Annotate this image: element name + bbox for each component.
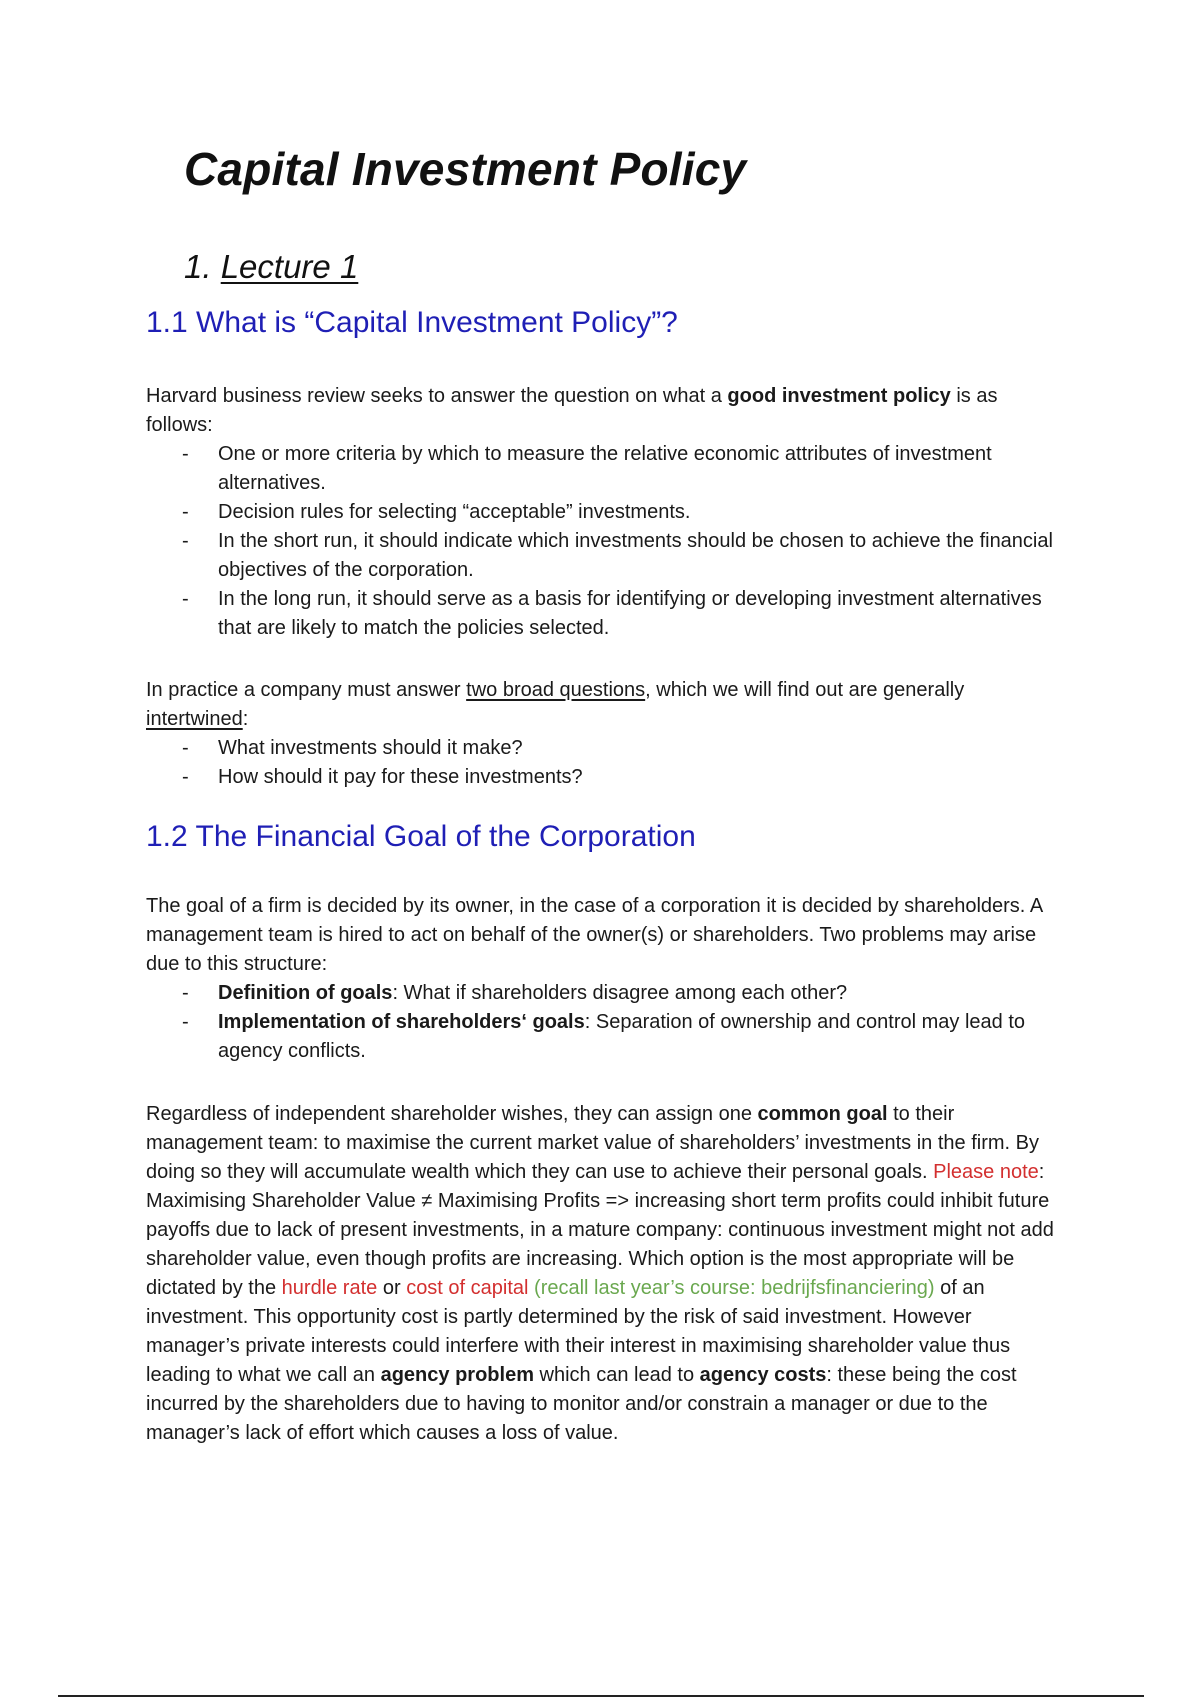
section-heading-1-2: 1.2 The Financial Goal of the Corporation: [146, 820, 696, 853]
hurdle-rate-highlight: hurdle rate: [281, 1277, 378, 1299]
paragraph-text: which can lead to: [533, 1364, 700, 1386]
lecture-heading: [184, 248, 358, 286]
list-item-text: What investments should it make?: [218, 737, 523, 759]
agency-problem-bold: agency problem: [380, 1364, 534, 1386]
list-item-text: : What if shareholders disagree among each other?: [392, 982, 848, 1004]
paragraph-text: to their management team: to maximise the current market value of shareholders’ investments in the firm. By doing so they will accumulate wealth which they can use to achieve their personal goals.: [146, 1103, 1039, 1183]
list-item-text: Decision rules for selecting “acceptable” investments.: [218, 501, 691, 523]
section-1-2-body: [146, 892, 1066, 1066]
list-item: [146, 979, 1066, 1008]
lecture-number: 1.: [184, 248, 212, 285]
recall-aside: (recall last year’s course: bedrijfsfinanciering): [534, 1277, 935, 1299]
paragraph-text: or: [377, 1277, 407, 1299]
problems-list: [146, 979, 1066, 1066]
paragraph-text: of an investment. This opportunity cost is partly determined by the risk of said investment. However manager’s private interests could interfere with their interest in maximising shareholder value thus leading to what we call an: [146, 1277, 1011, 1386]
practice-text-mid: , which we will find out are generally: [645, 679, 965, 701]
bullet-dash: -: [182, 1011, 189, 1033]
common-goal-bold: common goal: [757, 1103, 888, 1125]
goal-paragraph: The goal of a firm is decided by its owner, in the case of a corporation it is decided by shareholders. A management team is hired to act on behalf of the owner(s) or shareholders. Two problems may arise due to this structure:: [146, 895, 1043, 975]
bullet-dash: -: [182, 588, 189, 610]
paragraph-text: : these being the cost incurred by the shareholders due to having to monitor and/or constrain a manager or due to the manager’s lack of effort which causes a loss of value.: [146, 1364, 1017, 1444]
list-item: [146, 527, 1066, 585]
questions-list: [146, 734, 1066, 792]
list-item-text: How should it pay for these investments?: [218, 766, 583, 788]
practice-paragraph: [146, 676, 1066, 734]
intro-paragraph: [146, 382, 1066, 440]
please-note-highlight: Please note: [933, 1161, 1039, 1183]
lecture-label: Lecture 1: [220, 248, 359, 285]
bullet-dash: -: [182, 501, 189, 523]
practice-underline-2: intertwined: [146, 708, 243, 730]
paragraph-text: : Maximising Shareholder Value ≠ Maximising Profits => increasing short term profits could inhibit future payoffs due to lack of present investments, in a mature company: continuous investment might not add shareholder value, even though profits are increasing. Which option is the most appropriate will be dictated by the: [146, 1161, 1054, 1299]
bullet-dash: -: [182, 982, 189, 1004]
list-item: [146, 498, 1066, 527]
document-title: Capital Investment Policy: [184, 143, 747, 195]
list-item: [146, 1008, 1066, 1066]
list-item-bold: Implementation of shareholders‘ goals: [218, 1011, 585, 1033]
page-bottom-rule: [58, 1695, 1144, 1697]
criteria-list: [146, 440, 1066, 643]
practice-underline-1: two broad questions: [466, 679, 646, 701]
bullet-dash: -: [182, 530, 189, 552]
practice-text-end: :: [242, 708, 249, 730]
shareholder-value-block: [146, 1100, 1066, 1448]
list-item-text: One or more criteria by which to measure the relative economic attributes of investment alternatives.: [218, 443, 992, 494]
section-heading-1-1: 1.1 What is “Capital Investment Policy”?: [146, 306, 678, 339]
list-item: [146, 763, 1066, 792]
intro-text-end: is as follows:: [146, 385, 998, 436]
bullet-dash: -: [182, 766, 189, 788]
list-item-text: In the short run, it should indicate which investments should be chosen to achieve the financial objectives of the corporation.: [218, 530, 1053, 581]
list-item: [146, 734, 1066, 763]
cost-of-capital-highlight: cost of capital: [406, 1277, 529, 1299]
intro-text: Harvard business review seeks to answer the question on what a: [146, 385, 728, 407]
section-1-1-body: [146, 382, 1066, 643]
list-item: [146, 585, 1066, 643]
intro-bold: good investment policy: [727, 385, 951, 407]
bullet-dash: -: [182, 737, 189, 759]
list-item-bold: Definition of goals: [218, 982, 393, 1004]
paragraph-text: Regardless of independent shareholder wishes, they can assign one: [146, 1103, 758, 1125]
practice-block: [146, 676, 1066, 792]
practice-text: In practice a company must answer: [146, 679, 467, 701]
list-item: [146, 440, 1066, 498]
list-item-text: In the long run, it should serve as a basis for identifying or developing investment alternatives that are likely to match the policies selected.: [218, 588, 1042, 639]
agency-costs-bold: agency costs: [699, 1364, 827, 1386]
bullet-dash: -: [182, 443, 189, 465]
list-item-text: : Separation of ownership and control may lead to agency conflicts.: [218, 1011, 1026, 1062]
shareholder-value-paragraph: [146, 1100, 1066, 1448]
